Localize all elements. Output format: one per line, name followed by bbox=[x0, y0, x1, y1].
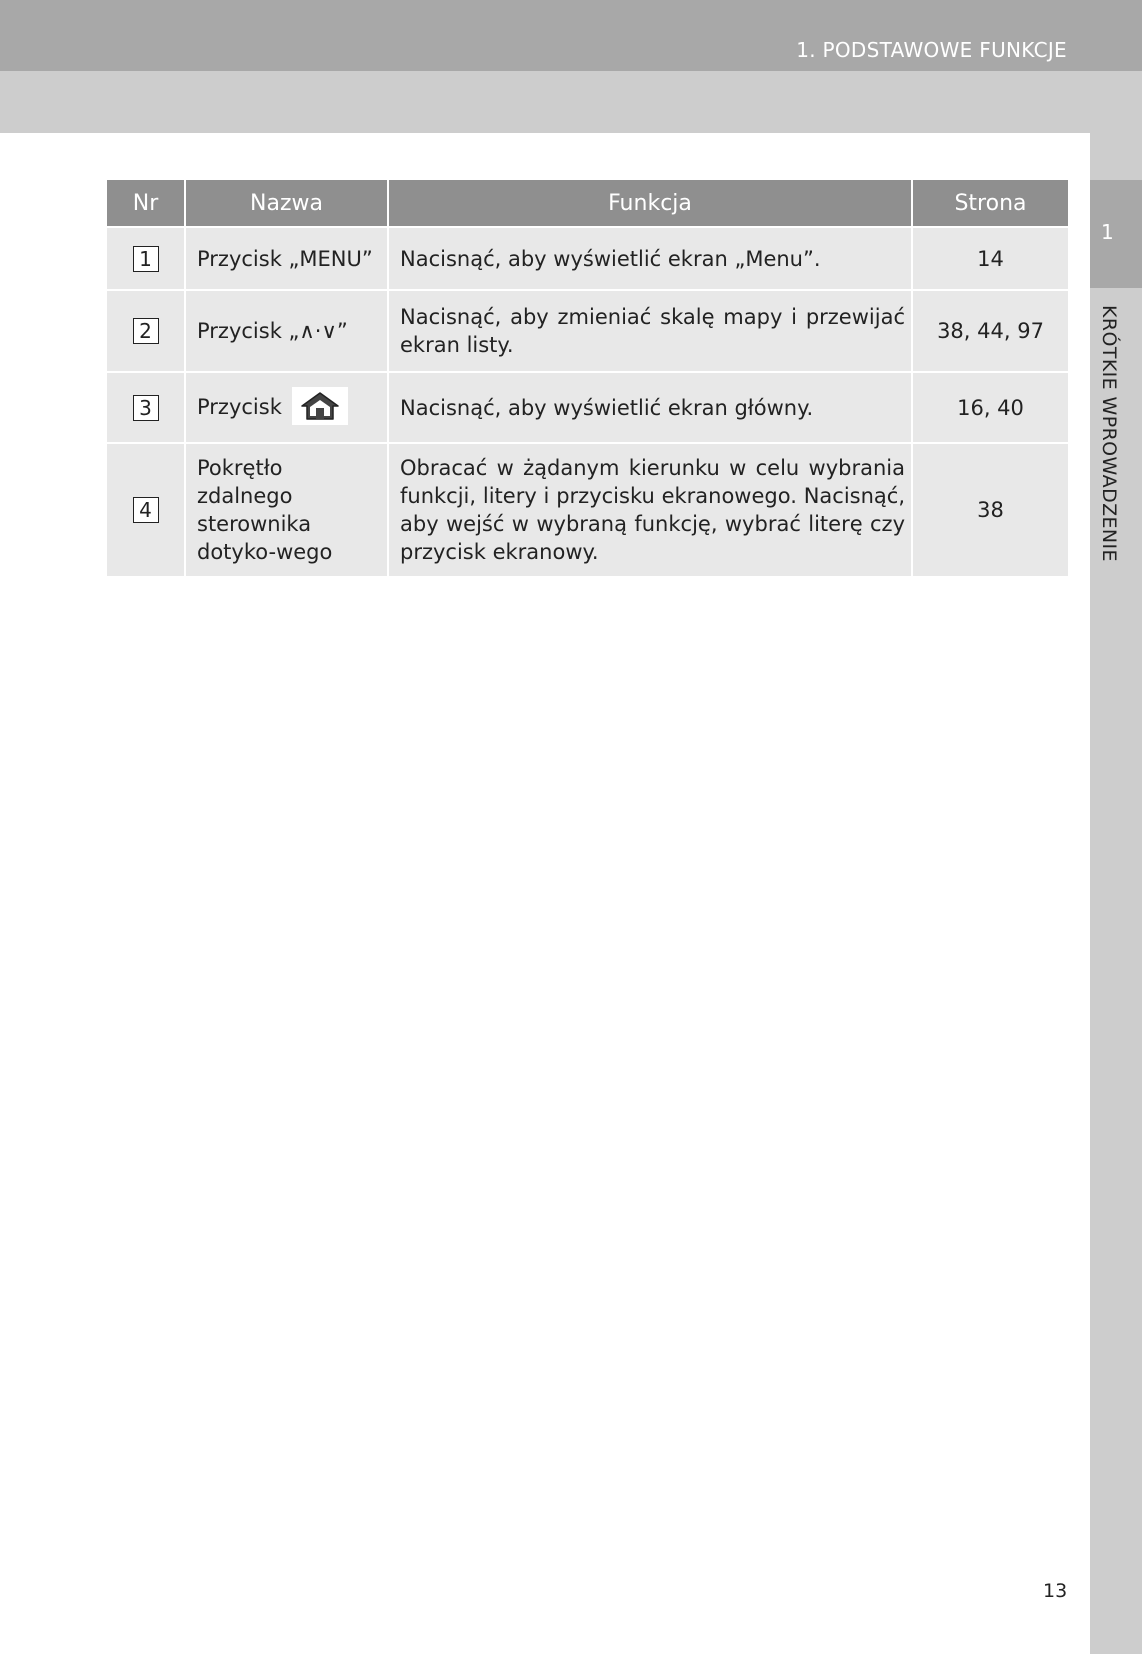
functions-table bbox=[107, 180, 1068, 578]
row-page: 38, 44, 97 bbox=[913, 291, 1068, 373]
row-name: Przycisk bbox=[197, 394, 282, 419]
side-tab-label: KRÓTKIE WPROWADZENIE bbox=[1098, 305, 1120, 562]
header-bar bbox=[0, 0, 1142, 71]
home-icon bbox=[298, 390, 342, 422]
row-nr-cell bbox=[107, 228, 186, 291]
chapter-title: 1. PODSTAWOWE FUNKCJE bbox=[796, 38, 1067, 62]
row-number: 1 bbox=[133, 246, 159, 272]
side-tab-number-box bbox=[1090, 180, 1142, 288]
row-name-cell bbox=[186, 373, 389, 444]
header-name: Nazwa bbox=[186, 180, 389, 228]
row-number: 4 bbox=[133, 497, 159, 523]
table-row bbox=[107, 373, 1068, 444]
row-name: Pokrętło zdalnego sterownika dotyko-wego bbox=[186, 444, 389, 578]
table-row bbox=[107, 291, 1068, 373]
header-nr: Nr bbox=[107, 180, 186, 228]
table-row bbox=[107, 228, 1068, 291]
header-function: Funkcja bbox=[389, 180, 913, 228]
row-page: 38 bbox=[913, 444, 1068, 578]
row-name: Przycisk „∧·∨” bbox=[186, 291, 389, 373]
header-page: Strona bbox=[913, 180, 1068, 228]
home-button-image bbox=[292, 387, 348, 425]
row-function: Nacisnąć, aby wyświetlić ekran „Menu”. bbox=[389, 228, 913, 291]
table-row bbox=[107, 444, 1068, 578]
row-nr-cell bbox=[107, 373, 186, 444]
row-name: Przycisk „MENU” bbox=[186, 228, 389, 291]
row-number: 3 bbox=[133, 395, 159, 421]
row-page: 16, 40 bbox=[913, 373, 1068, 444]
header-sub-bar bbox=[0, 71, 1142, 133]
row-page: 14 bbox=[913, 228, 1068, 291]
table-header-row bbox=[107, 180, 1068, 228]
row-function: Obracać w żądanym kierunku w celu wybrania funkcji, litery i przycisku ekranowego. Nacisnąć, aby wejść w wybraną funkcję, wybrać literę czy przycisk ekranowy. bbox=[389, 444, 913, 578]
row-nr-cell bbox=[107, 444, 186, 578]
page-number: 13 bbox=[1043, 1580, 1068, 1602]
row-function: Nacisnąć, aby zmieniać skalę mapy i przewijać ekran listy. bbox=[389, 291, 913, 373]
side-tab-number: 1 bbox=[1101, 220, 1114, 244]
row-function: Nacisnąć, aby wyświetlić ekran główny. bbox=[389, 373, 913, 444]
row-nr-cell bbox=[107, 291, 186, 373]
row-number: 2 bbox=[133, 318, 159, 344]
